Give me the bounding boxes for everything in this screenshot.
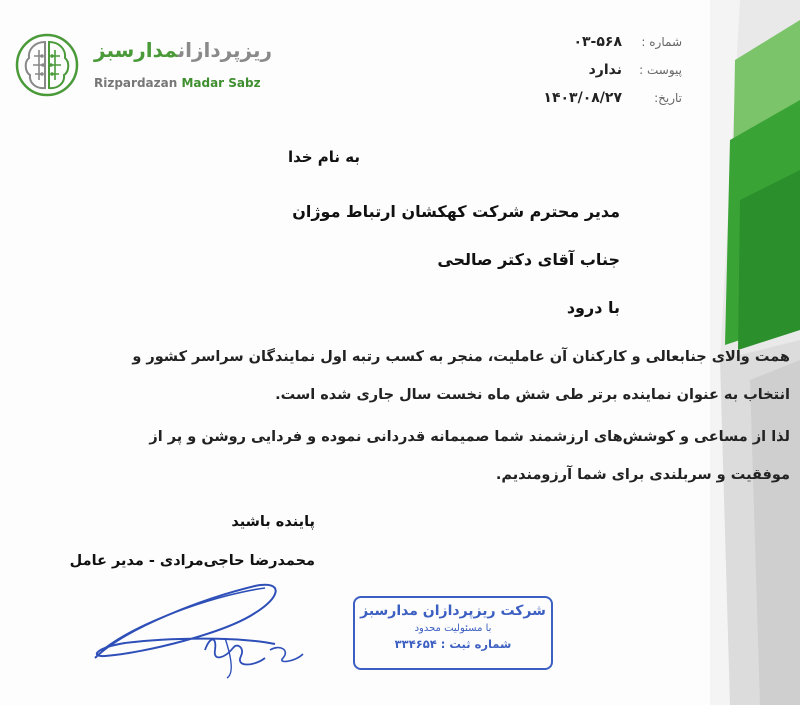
company-name-en-part1: Rizpardazan — [94, 76, 178, 90]
meta-attachment-value: ندارد — [588, 62, 622, 78]
brain-circuit-icon — [14, 32, 80, 98]
company-name-fa-part2: مدارسبز — [94, 38, 178, 62]
paragraph-2-line-2: موفقیت و سربلندی برای شما آرزومندیم. — [495, 467, 790, 483]
greeting: با درود — [566, 298, 620, 317]
letter-meta — [512, 28, 682, 112]
paragraph-1 — [10, 338, 790, 414]
company-logo — [14, 32, 273, 102]
company-name-en — [94, 76, 261, 90]
paragraph-1-line-2: انتخاب به عنوان نماینده برتر طی شش ماه نخست سال جاری شده است. — [275, 387, 790, 403]
company-name-fa — [94, 38, 272, 62]
recipient-line-1: مدیر محترم شرکت کهکشان ارتباط موژان — [292, 202, 620, 221]
handwritten-signature — [85, 578, 315, 688]
meta-date-value: ۱۴۰۳/۰۸/۲۷ — [543, 90, 622, 106]
paragraph-2 — [10, 418, 790, 494]
salutation: به نام خدا — [287, 148, 360, 166]
meta-attachment-row — [512, 56, 682, 84]
stamp-company-name: شرکت ریزپردازان مدارسبز — [360, 603, 546, 619]
meta-attachment-label: پیوست : — [639, 63, 682, 77]
closing-phrase: پاینده باشید — [231, 514, 315, 530]
stamp-registration: شماره ثبت : ۳۳۴۶۵۴ — [394, 637, 512, 651]
signatory-name: محمدرضا حاجی‌مرادی - مدیر عامل — [69, 553, 315, 569]
meta-number-row — [512, 28, 682, 56]
paragraph-2-line-1: لذا از مساعی و کوشش‌های ارزشمند شما صمیمانه قدردانی نموده و فردایی روشن و پر از — [149, 429, 790, 445]
meta-number-value: ۰۳-۵۶۸ — [573, 34, 622, 50]
stamp-liability: با مسئولیت محدود — [414, 623, 492, 634]
company-stamp — [353, 596, 553, 670]
meta-date-label: تاریخ: — [654, 91, 682, 105]
meta-number-label: شماره : — [641, 35, 682, 49]
paragraph-1-line-1: همت والای جنابعالی و کارکنان آن عاملیت، منجر به کسب رتبه اول نمایندگان سراسر کشور و — [132, 349, 790, 365]
company-name-en-part2: Madar Sabz — [181, 76, 261, 90]
recipient-line-2: جناب آقای دکتر صالحی — [437, 250, 620, 269]
company-name-fa-part1: ریزپردازان — [177, 38, 273, 62]
meta-date-row — [512, 84, 682, 112]
